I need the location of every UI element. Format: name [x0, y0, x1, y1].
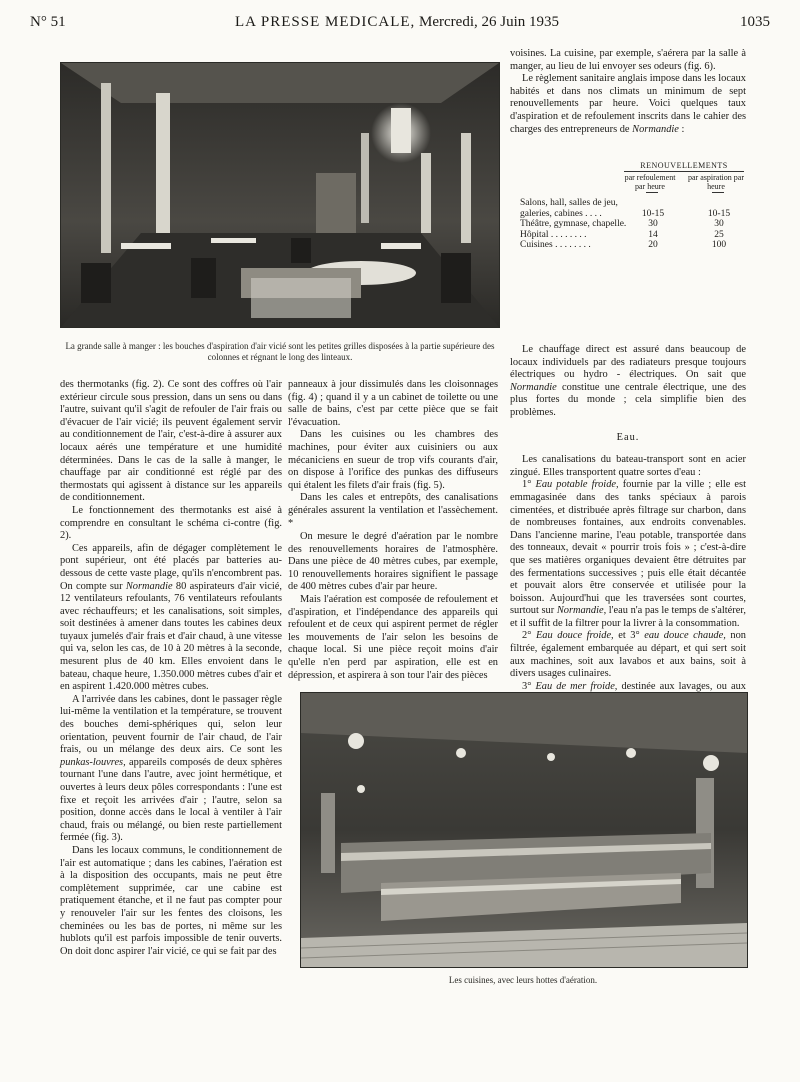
dining-room-image: [61, 63, 499, 327]
text-run: appareils composés de deux sphères tournant l'une dans l'autre, avec joint hermétique, et ouvertes à leurs deux pôles correspondants : l'une est fixe et reçoit les arrivées d'air ; l'autre, selon sa position, donne accès dans le local à ventiler à l'air chaud, frais ou mélangé, ou bien reste partiellement fermée (fig. 3).: [60, 756, 282, 844]
cell: 25: [714, 229, 724, 240]
section-heading-eau: Eau.: [616, 431, 640, 443]
column-middle: [288, 379, 498, 530]
paragraph: On mesure le degré d'aération par le nombre des renouvellements horaires de l'atmosphère. Dans une pièce de 40 mètres cubes, par exemple, 10 renouvellements horaires signifient le passage de 400 mètres cubes d'air par heure.: [288, 531, 498, 593]
text-run: constitue une centrale électrique, une des plus fortes du monde ; cela simplifie bien des problèmes.: [510, 381, 746, 418]
divider: [712, 192, 724, 193]
divider: [646, 192, 658, 193]
paragraph: panneaux à jour dissimulés dans les cloisonnages (fig. 4) ; quand il y a un cabinet de toilette ou une salle de bains, c'est par cette pièce que se fait l'évacuation.: [288, 379, 498, 428]
column-left: [60, 379, 282, 958]
paragraph: [510, 479, 746, 630]
ship-name: Normandie: [125, 580, 173, 592]
issue-date: Mercredi, 26 Juin 1935: [419, 14, 559, 30]
table-row: [520, 230, 746, 241]
text-run: Le règlement sanitaire anglais impose dans les locaux habités et dans nos climats un minimum de sept renouvellements par heure. Voici quelques taux d'aspiration et de refoulement inscrits dans le cahier des charges des entrepreneurs de: [510, 73, 746, 135]
text-run: destinée aux lavages, ou aux: [621, 680, 746, 692]
dining-room-photo: [60, 62, 500, 328]
table-group-label: RENOUVELLEMENTS: [624, 160, 744, 172]
text-run: 3°: [522, 680, 532, 692]
text-run: et 3°: [618, 630, 640, 642]
renewal-rates-table: [520, 160, 746, 251]
table-row: [520, 240, 746, 251]
term: Eau de mer froide,: [535, 680, 618, 692]
paragraph: Les canalisations du bateau-transport sont en acier zingué. Elles transportent quatre sortes d'eau :: [510, 454, 746, 478]
paragraph: [510, 344, 746, 420]
row-label: Cuisines . . . . . . . .: [520, 240, 591, 250]
table-row: [520, 209, 746, 220]
issue-number: N° 51: [30, 14, 66, 30]
cell: 10-15: [707, 208, 731, 219]
paragraph: [60, 543, 282, 694]
paragraph: des thermotanks (fig. 2). Ce sont des coffres où l'air extérieur circule sous pression, dans un sens ou dans l'autre, suivant qu'il s'agit de refouler de l'air frais ou d'évacuer de l'air vicié; ils peuvent également servir au conditionnement de l'air, c'est-à-dire à assurer aux locaux aérés une température et une humidité déterminées. Dans le cas de la salle à manger, le chauffage par air conditionné est réglé par des thermostats qui agissent à distance sur les appareils de conditionnement.: [60, 379, 282, 504]
paragraph: Dans les cuisines ou les chambres des machines, pour éviter aux cuisiniers ou aux mécaniciens en sueur de trop vifs courants d'air, on dispose à l'orifice des punkas des diffuseurs qui étalent les filets d'air frais (fig. 5).: [288, 429, 498, 491]
column-header-aspiration: par aspiration par heure: [688, 173, 744, 191]
table-row: [520, 198, 746, 209]
column-right-lower: [510, 344, 746, 744]
paragraph: Dans les cales et entrepôts, des canalisations générales assurent la ventilation et l'assèchement. *: [288, 492, 498, 529]
ship-name: Normandie: [632, 123, 679, 135]
text-run: l'eau n'a pas le temps de s'altérer, et il suffit de la filtrer pour la livrer à la consommation.: [510, 605, 746, 629]
kitchen-photo: [300, 692, 748, 968]
text-run: :: [681, 123, 685, 135]
text-run: 80 aspirateurs d'air vicié, 12 ventilateurs refoulants, 76 ventilateurs refoulants avec réchauffeurs; et les canalisations, soit simples, soit destinées à amener dans toutes les cabines deux tuyaux jumelés d'air frais et d'air chaud, à une vitesse qui va, selon les cas, de 10 à 20 mètres à la seconde, mesurent plus de 40 km. Elles envoient dans le bateau, chaque heure, 1.350.000 mètres cubes d'air et en aspirent 1.420.000 mètres cubes.: [60, 580, 282, 693]
cell: 20: [648, 240, 658, 250]
journal-name: LA PRESSE MEDICALE,: [235, 14, 416, 30]
ship-name: Normandie,: [556, 605, 607, 617]
text-run: A l'arrivée dans les cabines, dont le passager règle lui-même la ventilation et la température, se trouvent des bouches demi-sphériques qui, selon leur orientation, peuvent fournir de l'air chaud, de l'air frais, ou un mélange des deux airs. Ce sont les: [60, 693, 282, 756]
text-run: 2°: [522, 630, 532, 642]
text-run: non filtrée, également embarquée au départ, et qui sert soit aux machines, soit aux lavabos et aux bains, soit à divers usages culinaires.: [510, 630, 746, 680]
paragraph: Mais l'aération est composée de refoulement et d'aspiration, et l'indépendance des appareils qui refoulent et de ceux qui aspirent permet de régler les mouvements de l'air selon les besoins de chaque local. Si une pièce reçoit moins d'air qu'elle n'en perd par aspiration, elle est en dépression, et aspirera à son tour l'air des pièces: [288, 593, 498, 681]
cell: 30: [714, 219, 724, 229]
page-header: [30, 14, 770, 38]
kitchen-image: [301, 693, 747, 967]
row-label: Hôpital . . . . . . . .: [520, 229, 587, 240]
row-label: Théâtre, gymnase, chapelle.: [520, 219, 627, 229]
dining-room-caption: La grande salle à manger : les bouches d'aspiration d'air vicié sont les petites grilles disposées à la partie supérieure des colonnes et régnant le long des linteaux.: [65, 341, 495, 362]
journal-title: [235, 14, 559, 31]
cell: 30: [648, 219, 658, 229]
table-row: [520, 219, 746, 230]
row-label: Salons, hall, salles de jeu,: [520, 198, 618, 208]
cell: 100: [711, 240, 727, 250]
text-run: 1°: [522, 479, 532, 491]
cell: 10-15: [641, 208, 665, 219]
term: eau douce chaude,: [644, 630, 726, 642]
text-run: Le chauffage direct est assuré dans beaucoup de locaux individuels par des radiateurs presque toujours électriques ou hydro - électriques. On sait que: [510, 344, 746, 381]
column-middle-lower: [288, 531, 498, 682]
paragraph: Dans les locaux communs, le conditionnement de l'air est automatique ; dans les cabines, l'aération est à la disposition des occupants, mais ne peut être complètement supprimée, car une cabine est pratiquement étanche, et il ne faut pas compter pour y renouveler l'air sur les fentes des cloisons, les cheminées ou les bas de portes, ni même sur les hublots qu'il est parfois impossible de tenir ouverts. On doit donc aspirer l'air vicié, ce qui se fait par des: [60, 844, 282, 957]
paragraph: [510, 630, 746, 680]
page-number: 1035: [740, 14, 770, 30]
row-label: galeries, cabines . . . .: [520, 208, 602, 219]
column-header-refoulement: par refoulement par heure: [624, 173, 676, 191]
text-run: Ces appareils, afin de dégager complètement le pont supérieur, ont été placés par batteries au-dessous de cette vaste plage, qu'ils n'encombrent pas. On compte sur: [60, 542, 282, 592]
term: punkas-louvres,: [60, 756, 126, 768]
term: Eau potable froide,: [535, 479, 619, 491]
paragraph: Le fonctionnement des thermotanks est aisé à comprendre en consultant le schéma ci-contre (fig. 2).: [60, 504, 282, 542]
cell: 14: [648, 229, 658, 240]
column-right: [510, 48, 746, 136]
table-header: [520, 160, 746, 198]
term: Eau douce froide,: [535, 630, 614, 642]
text-run: fournie par la ville ; elle est emmagasinée dans des tanks spéciaux à parois cimentées, et distribuée après filtrage sur charbon, dans de nombreuses fontaines, aux endroits convenables. Dans l'ancienne marine, l'eau potable, transportée dans des tonneaux, devait « pourrir trois fois » ; c'est-à-dire que ses matières organiques devaient être détruites par des fermentations successives ; puis elle était décantée et pouvait alors être conservée et utilisée pour la boisson. Aujourd'hui que les traversées sont courtes, surtout sur: [510, 479, 746, 617]
ship-name: Normandie: [510, 381, 557, 393]
kitchen-caption: Les cuisines, avec leurs hottes d'aération.: [448, 975, 598, 985]
paragraph: [510, 73, 746, 136]
paragraph: [60, 694, 282, 845]
paragraph: voisines. La cuisine, par exemple, s'aérera par la salle à manger, au lieu de lui envoyer ses odeurs (fig. 6).: [510, 48, 746, 72]
